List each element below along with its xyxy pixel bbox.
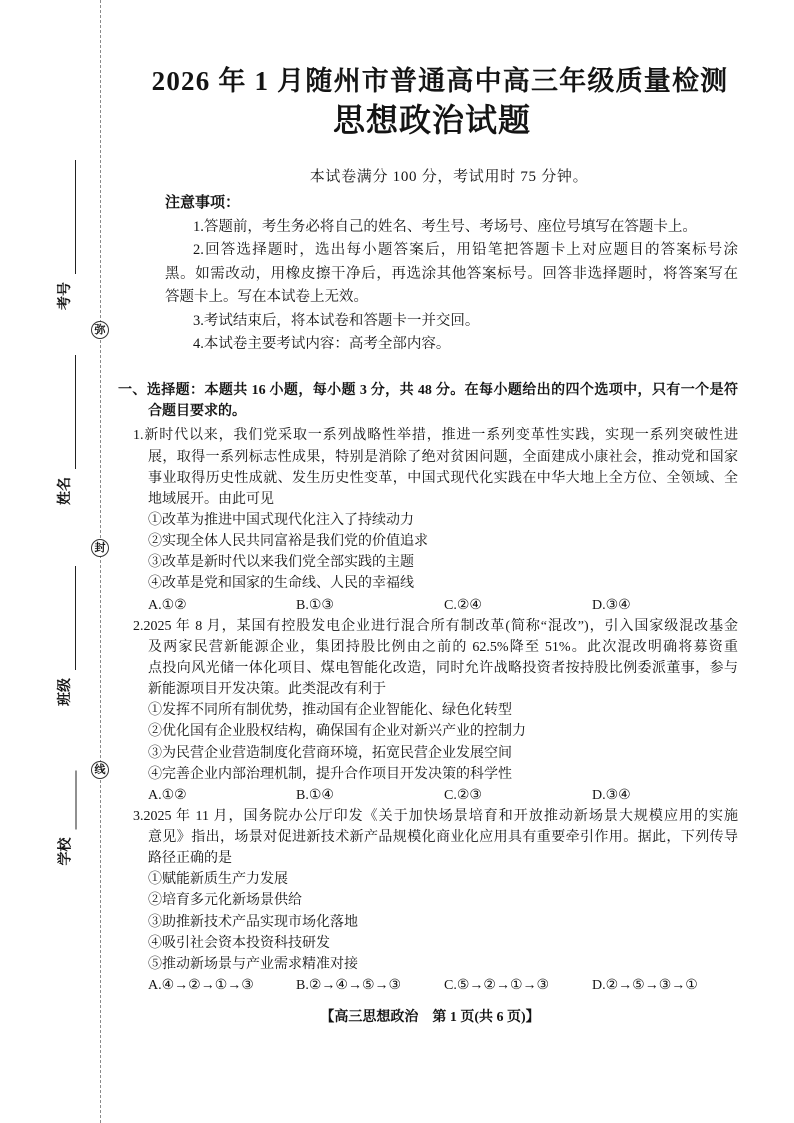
question-stem-line: 展，取得一系列标志性成果，特别是消除了绝对贫困问题，全面建成小康社会，推动党和国家 (148, 449, 738, 465)
question-stem-line: 点投向风光储一体化项目、煤电智能化改造，同时允许战略投资者按持股比例委派董事，参与 (148, 660, 738, 676)
question-statement: ④吸引社会资本投资科技研发 (148, 935, 330, 951)
notice-line: 4.本试卷主要考试内容：高考全部内容。 (193, 335, 451, 352)
question-stem-line: 2.2025 年 8 月，某国有控股发电企业进行混合所有制改革(简称“混改”)，引入国家级混改基金 (133, 618, 738, 634)
school-blank (63, 771, 76, 830)
option-a: A.④→②→①→③ (148, 978, 254, 994)
question-statement: ④改革是党和国家的生命线、人民的幸福线 (148, 576, 414, 592)
question-statement: ②优化国有企业股权结构，确保国有企业对新兴产业的控制力 (148, 724, 526, 740)
class-field (56, 566, 76, 706)
seal-mark-feng: 封 (91, 539, 109, 557)
page-footer: 【高三思想政治 第 1 页(共 6 页)】 (320, 1010, 540, 1025)
score-info: 本试卷满分 100 分，考试用时 75 分钟。 (309, 169, 589, 185)
exam-number-label: 考号 (58, 282, 73, 310)
option-b: B.②→④→⑤→③ (296, 978, 402, 994)
question-2 (133, 616, 738, 806)
exam-title: 2026 年 1 月随州市普通高中高三年级质量检测 (151, 66, 729, 96)
student-name-field (56, 355, 76, 505)
question-options (133, 785, 738, 806)
question-statement: ②实现全体人民共同富裕是我们党的价值追求 (148, 534, 428, 550)
class-blank (63, 566, 76, 670)
option-a: A.①② (148, 787, 187, 803)
question-list (133, 425, 738, 996)
question-stem-line: 及两家民营新能源企业，集团持股比例由之前的 62.5%降至 51%。此次混改明确将募资重 (148, 639, 738, 655)
notice-heading: 注意事项： (165, 195, 241, 211)
seal-mark-mi: 弥 (91, 321, 109, 339)
notice-line: 2.回答选择题时，选出每小题答案后，用铅笔把答题卡上对应题目的答案标号涂 (193, 242, 738, 259)
question-stem-line: 意见》指出，场景对促进新技术新产品规模化商业化应用具有重要牵引作用。据此，下列传导 (148, 830, 738, 846)
school-label: 学校 (58, 837, 73, 866)
exam-number-blank (63, 160, 76, 274)
question-statement: ⑤推动新场景与产业需求精准对接 (148, 956, 358, 972)
question-stem-line: 3.2025 年 11 月，国务院办公厅印发《关于加快场景培育和开放推动新场景大规模应用的实施 (133, 808, 738, 824)
option-d: D.③④ (592, 597, 631, 613)
question-statement: ③助推新技术产品实现市场化落地 (148, 914, 358, 930)
notice-line: 1.答题前，考生务必将自己的姓名、考生号、考场号、座位号填写在答题卡上。 (193, 219, 697, 235)
question-statement: ①发挥不同所有制优势，推动国有企业智能化、绿色化转型 (148, 703, 512, 719)
option-d: D.②→⑤→③→① (592, 978, 698, 994)
notice-section (165, 216, 738, 356)
question-statement: ②培育多元化新场景供给 (148, 893, 302, 909)
section-heading (118, 380, 738, 422)
subject-title: 思想政治试题 (332, 102, 531, 138)
class-label: 班级 (58, 678, 73, 706)
question-statement: ③改革是新时代以来我们党全部实践的主题 (148, 555, 414, 571)
notice-line: 黑。如需改动，用橡皮擦干净后，再选涂其他答案标号。回答非选择题时，将答案写在 (165, 265, 738, 282)
binding-cut-line (100, 0, 101, 1123)
seal-mark-xian: 线 (91, 761, 109, 779)
question-stem-line: 新能源项目开发决策。此类混改有利于 (148, 682, 386, 698)
section-heading-line: 合题目要求的。 (148, 404, 246, 419)
option-d: D.③④ (592, 787, 631, 803)
exam-number-field (56, 160, 76, 310)
question-options (133, 595, 738, 616)
option-b: B.①③ (296, 597, 334, 613)
option-a: A.①② (148, 597, 187, 613)
option-c: C.②③ (444, 787, 482, 803)
question-statement: ①改革为推进中国式现代化注入了持续动力 (148, 512, 414, 528)
question-stem-line: 事业取得历史性成就、发生历史性变革，中国式现代化实践在中华大地上全方位、全领域、全 (148, 470, 738, 486)
student-name-blank (63, 355, 76, 469)
question-stem-line: 地域展开。由此可见 (148, 491, 274, 507)
question-statement: ①赋能新质生产力发展 (148, 872, 288, 888)
notice-line: 答题卡上。写在本试卷上无效。 (165, 289, 368, 306)
section-heading-line: 一、选择题：本题共 16 小题，每小题 3 分，共 48 分。在每小题给出的四个选项中，只有一个是符 (118, 383, 738, 398)
question-3 (133, 806, 738, 996)
question-1 (133, 425, 738, 615)
option-c: C.②④ (444, 597, 482, 613)
question-statement: ③为民营企业营造制度化营商环境，拓宽民营企业发展空间 (148, 745, 512, 761)
school-field (56, 771, 76, 866)
question-statement: ④完善企业内部治理机制，提升合作项目开发决策的科学性 (148, 766, 512, 782)
question-options (133, 975, 738, 996)
question-stem-line: 1.新时代以来，我们党采取一系列战略性举措，推进一系列变革性实践，实现一系列突破性进 (133, 428, 738, 444)
option-b: B.①④ (296, 787, 334, 803)
question-stem-line: 路径正确的是 (148, 851, 232, 867)
student-name-label: 姓名 (58, 477, 73, 505)
option-c: C.⑤→②→①→③ (444, 978, 550, 994)
notice-line: 3.考试结束后，将本试卷和答题卡一并交回。 (193, 312, 480, 329)
